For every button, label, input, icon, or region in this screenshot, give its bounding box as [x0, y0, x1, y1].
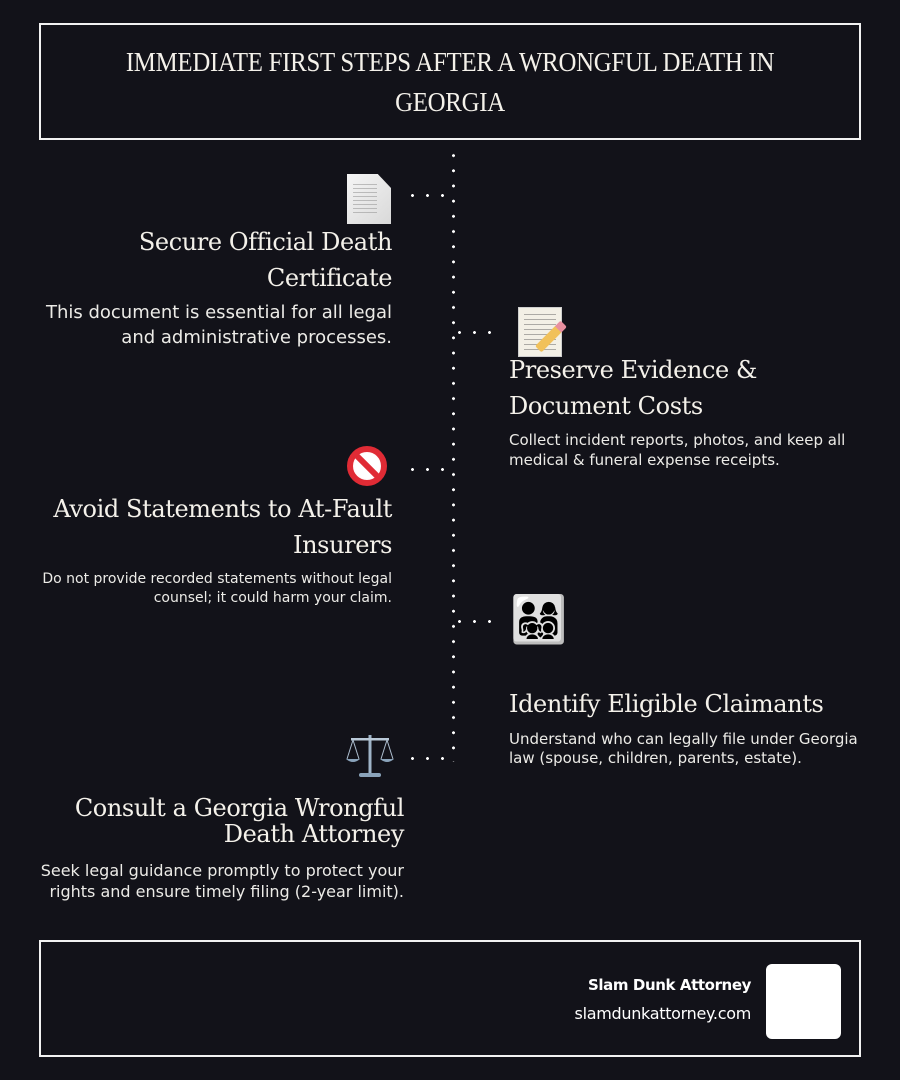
page-facing-up-icon	[347, 174, 391, 224]
balance-scale-icon	[345, 731, 395, 781]
step-description: Seek legal guidance promptly to protect your rights and ensure timely filing (2-year limit).	[40, 861, 404, 901]
step-description: Do not provide recorded statements without legal counsel; it could harm your claim.	[42, 571, 392, 606]
timeline-connector	[405, 468, 455, 471]
step-title: Preserve Evidence & Document Costs	[509, 356, 758, 420]
step-description: This document is essential for all legal and administrative processes.	[45, 302, 392, 348]
no-entry-icon	[347, 446, 387, 486]
brand-logo	[766, 964, 841, 1039]
step-description: Collect incident reports, photos, and keep all medical & funeral expense receipts.	[509, 431, 846, 469]
header-box	[39, 23, 861, 140]
brand-url[interactable]: slamdunkattorney.com	[574, 1004, 751, 1023]
step-title: Avoid Statements to At-Fault Insurers	[53, 495, 392, 559]
step-title: Identify Eligible Claimants	[509, 690, 824, 718]
step-title: Secure Official Death Certificate	[138, 228, 392, 292]
timeline-connector	[405, 194, 455, 197]
memo-icon	[518, 307, 562, 357]
family-icon: 👨‍👩‍👧‍👦	[510, 594, 568, 645]
step-title: Consult a Georgia Wrongful Death Attorney	[74, 794, 404, 848]
timeline-connector	[452, 620, 502, 623]
timeline-vertical-line	[452, 148, 455, 762]
timeline-connector	[452, 331, 502, 334]
pencil-icon	[535, 321, 567, 353]
page-title: IMMEDIATE FIRST STEPS AFTER A WRONGFUL DEATH IN GEORGIA	[125, 46, 775, 117]
timeline-connector	[405, 757, 455, 760]
step-description: Understand who can legally file under Georgia law (spouse, children, parents, estate).	[509, 730, 858, 767]
brand-name: Slam Dunk Attorney	[587, 976, 751, 994]
footer-box	[39, 940, 861, 1057]
